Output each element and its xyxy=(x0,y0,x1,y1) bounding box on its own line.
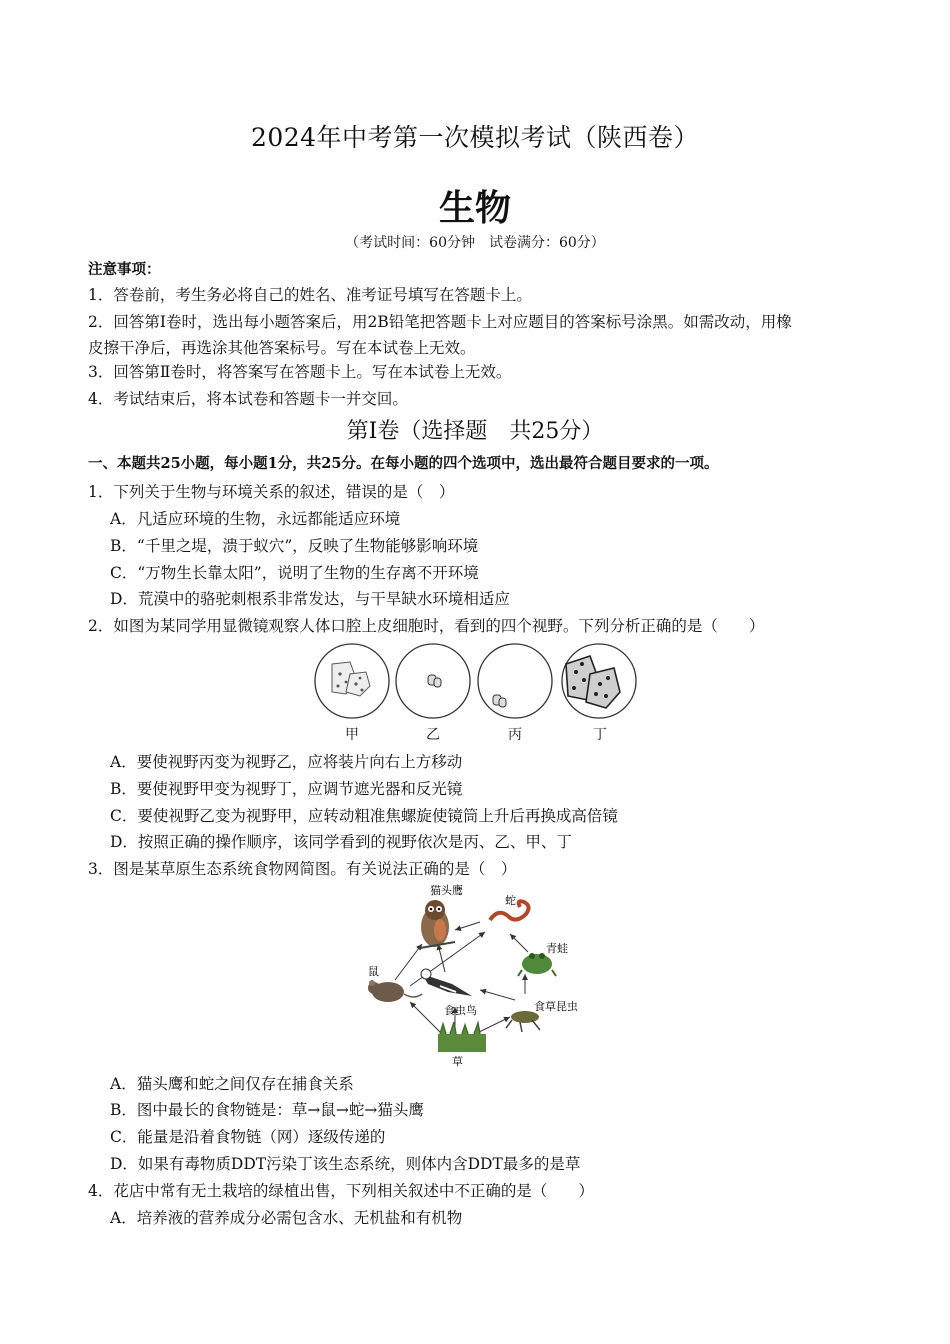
microscope-fields-figure xyxy=(310,642,640,722)
notice-item: 2．回答第Ⅰ卷时，选出每小题答案后，用2B铅笔把答题卡上对应题目的答案标号涂黑。如需改动，用橡 xyxy=(88,313,792,331)
answer-option: B．“千里之堤，溃于蚁穴”，反映了生物能够影响环境 xyxy=(110,537,479,555)
food-web-label: 青蛙 xyxy=(546,942,568,955)
notice-item: 皮擦干净后，再选涂其他答案标号。写在本试卷上无效。 xyxy=(88,339,476,357)
answer-option: D．按照正确的操作顺序，该同学看到的视野依次是丙、乙、甲、丁 xyxy=(110,833,572,851)
question-stem: 1．下列关于生物与环境关系的叙述，错误的是（ ） xyxy=(88,483,455,501)
answer-option: B．图中最长的食物链是：草→鼠→蛇→猫头鹰 xyxy=(110,1101,424,1119)
figure-label: 甲 xyxy=(345,727,359,743)
figure-label: 丁 xyxy=(593,727,607,743)
food-web-label: 草 xyxy=(452,1055,463,1068)
food-web-label: 食草昆虫 xyxy=(534,1000,578,1013)
question-stem: 3．图是某草原生态系统食物网简图。有关说法正确的是（ ） xyxy=(88,860,517,878)
notice-heading: 注意事项： xyxy=(88,261,161,278)
answer-option: D．如果有毒物质DDT污染丁该生态系统，则体内含DDT最多的是草 xyxy=(110,1155,581,1173)
notice-item: 1．答卷前，考生务必将自己的姓名、准考证号填写在答题卡上。 xyxy=(88,286,532,304)
answer-option: A．培养液的营养成分必需包含水、无机盐和有机物 xyxy=(110,1209,463,1227)
question-stem: 4．花店中常有无土栽培的绿植出售，下列相关叙述中不正确的是（ ） xyxy=(88,1182,594,1200)
exam-info: （考试时间：60分钟 试卷满分：60分） xyxy=(345,235,605,251)
section-title: 第Ⅰ卷（选择题 共25分） xyxy=(346,419,604,444)
bird-icon xyxy=(421,969,472,996)
subject-title: 生物 xyxy=(438,187,511,229)
section-instruction: 一、本题共25小题，每小题1分，共25分。在每小题的四个选项中，选出最符合题目要求的一项。 xyxy=(88,455,719,472)
answer-option: C．能量是沿着食物链（网）逐级传递的 xyxy=(110,1128,386,1146)
frog-icon xyxy=(518,953,556,976)
food-web-label: 猫头鹰 xyxy=(430,884,463,897)
figure-label: 乙 xyxy=(426,727,440,743)
notice-item: 3．回答第Ⅱ卷时，将答案写在答题卡上。写在本试卷上无效。 xyxy=(88,363,512,381)
figure-label: 丙 xyxy=(508,727,522,743)
food-web-label: 食虫鸟 xyxy=(444,1004,477,1017)
answer-option: A．要使视野丙变为视野乙，应将装片向右上方移动 xyxy=(110,753,463,771)
owl-icon xyxy=(420,900,455,948)
answer-option: A．猫头鹰和蛇之间仅存在捕食关系 xyxy=(110,1075,354,1093)
answer-option: D．荒漠中的骆驼刺根系非常发达，与干旱缺水环境相适应 xyxy=(110,590,510,608)
answer-option: C．要使视野乙变为视野甲，应转动粗准焦螺旋使镜筒上升后再换成高倍镜 xyxy=(110,807,618,825)
answer-option: B．要使视野甲变为视野丁，应调节遮光器和反光镜 xyxy=(110,780,463,798)
grass-icon xyxy=(438,1022,486,1052)
food-web-label: 鼠 xyxy=(368,965,379,978)
food-web-figure xyxy=(360,882,590,1070)
grasshopper-icon xyxy=(506,1011,540,1032)
question-stem: 2．如图为某同学用显微镜观察人体口腔上皮细胞时，看到的四个视野。下列分析正确的是（ ） xyxy=(88,617,765,635)
answer-option: C．“万物生长靠太阳”，说明了生物的生存离不开环境 xyxy=(110,564,479,582)
page-title: 2024年中考第一次模拟考试（陕西卷） xyxy=(250,123,700,152)
answer-option: A．凡适应环境的生物，永远都能适应环境 xyxy=(110,510,401,528)
food-web-label: 蛇 xyxy=(505,894,516,907)
notice-item: 4．考试结束后，将本试卷和答题卡一并交回。 xyxy=(88,390,408,408)
